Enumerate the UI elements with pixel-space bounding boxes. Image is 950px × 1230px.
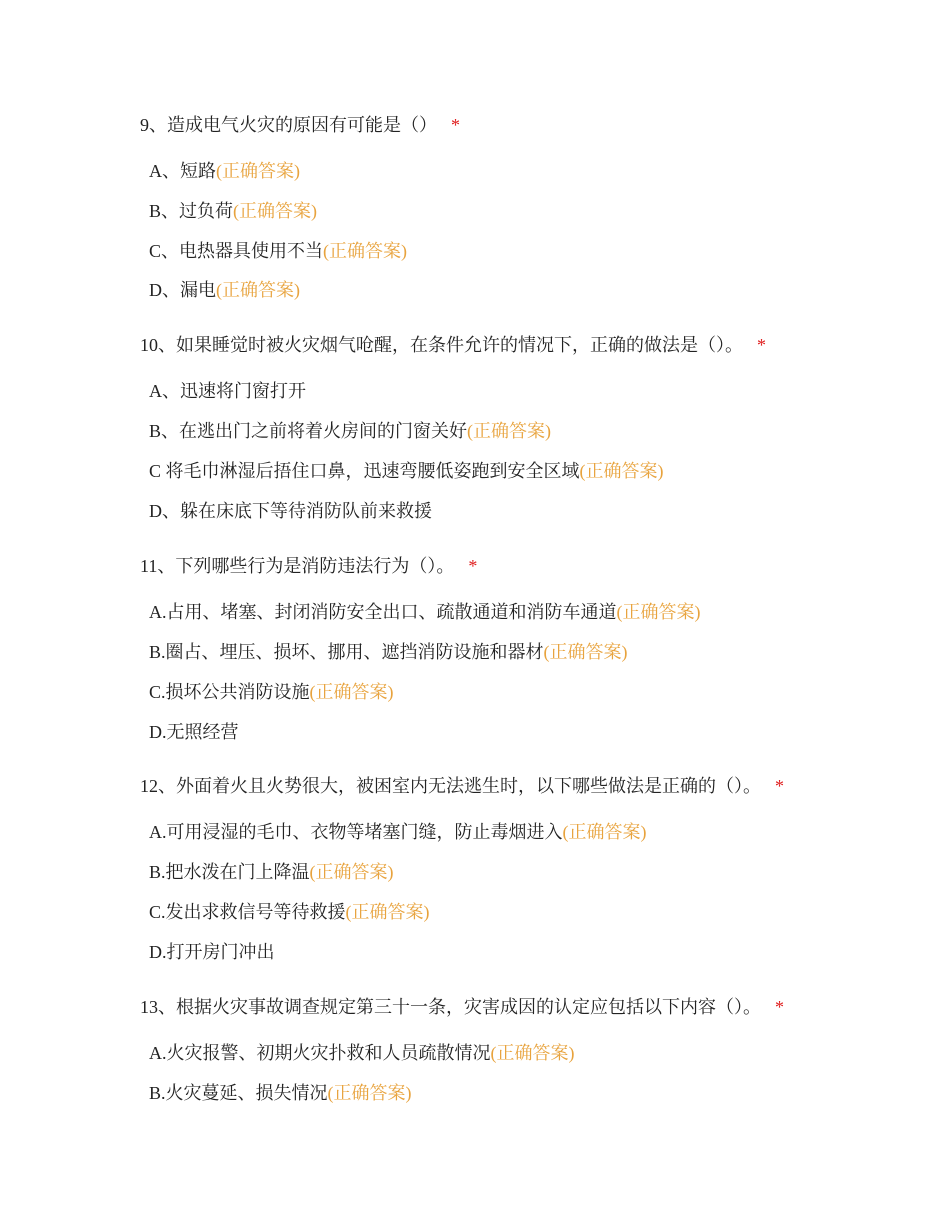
correct-answer-label: (正确答案) [467,421,552,441]
option-text: A、迅速将门窗打开 [149,381,306,401]
option-text: A、短路 [149,161,216,181]
option-text: D.无照经营 [149,722,239,742]
option-text: A.占用、堵塞、封闭消防安全出口、疏散通道和消防车通道 [149,602,617,622]
option-c[interactable] [149,680,394,704]
option-a[interactable] [149,820,647,844]
option-b[interactable] [149,419,551,443]
required-mark: * [775,997,784,1017]
option-text: C、电热器具使用不当 [149,241,324,261]
option-text: B.火灾蔓延、损失情况 [149,1083,328,1103]
option-b[interactable] [149,1081,412,1105]
correct-answer-label: (正确答案) [579,461,664,481]
option-c[interactable] [149,900,430,924]
correct-answer-label: (正确答案) [233,201,318,221]
correct-answer-label: (正确答案) [345,902,430,922]
option-d[interactable] [149,499,432,523]
required-mark: * [757,335,766,355]
option-text: B、在逃出门之前将着火房间的门窗关好 [149,421,468,441]
option-a[interactable] [149,600,701,624]
option-c[interactable] [149,239,407,263]
option-b[interactable] [149,860,394,884]
option-text: C 将毛巾淋湿后捂住口鼻，迅速弯腰低姿跑到安全区域 [149,461,580,481]
question-title [140,995,784,1019]
required-mark: * [451,115,460,135]
question-text: 11、下列哪些行为是消防违法行为（）。 [140,556,455,576]
option-c[interactable] [149,459,664,483]
option-a[interactable] [149,159,300,183]
correct-answer-label: (正确答案) [616,602,701,622]
option-text: C.损坏公共消防设施 [149,682,310,702]
option-a[interactable] [149,1041,575,1065]
required-mark: * [775,776,784,796]
option-text: C.发出求救信号等待救援 [149,902,346,922]
correct-answer-label: (正确答案) [216,280,300,300]
question-text: 12、外面着火且火势很大，被困室内无法逃生时，以下哪些做法是正确的（）。 [140,776,761,796]
option-text: D、漏电 [149,280,216,300]
correct-answer-label: (正确答案) [216,161,300,181]
correct-answer-label: (正确答案) [490,1043,575,1063]
correct-answer-label: (正确答案) [562,822,647,842]
question-text: 13、根据火灾事故调查规定第三十一条，灾害成因的认定应包括以下内容（）。 [140,997,761,1017]
option-b[interactable] [149,640,628,664]
option-text: B.圈占、埋压、损坏、挪用、遮挡消防设施和器材 [149,642,544,662]
correct-answer-label: (正确答案) [327,1083,412,1103]
option-b[interactable] [149,199,317,223]
question-title [140,333,766,357]
option-d[interactable] [149,940,275,964]
question-title [140,554,477,578]
option-a[interactable] [149,379,306,403]
option-text: A.火灾报警、初期火灾扑救和人员疏散情况 [149,1043,491,1063]
correct-answer-label: (正确答案) [543,642,628,662]
correct-answer-label: (正确答案) [309,682,394,702]
option-text: A.可用浸湿的毛巾、衣物等堵塞门缝，防止毒烟进入 [149,822,563,842]
option-text: B、过负荷 [149,201,234,221]
option-text: B.把水泼在门上降温 [149,862,310,882]
correct-answer-label: (正确答案) [323,241,408,261]
option-text: D、躲在床底下等待消防队前来救援 [149,501,432,521]
correct-answer-label: (正确答案) [309,862,394,882]
question-text: 9、造成电气火灾的原因有可能是（） [140,115,437,135]
option-d[interactable] [149,720,239,744]
required-mark: * [468,556,478,576]
question-title [140,113,460,137]
option-text: D.打开房门冲出 [149,942,275,962]
option-d[interactable] [149,278,300,302]
question-text: 10、如果睡觉时被火灾烟气呛醒，在条件允许的情况下，正确的做法是（）。 [140,335,743,355]
question-title [140,774,784,798]
